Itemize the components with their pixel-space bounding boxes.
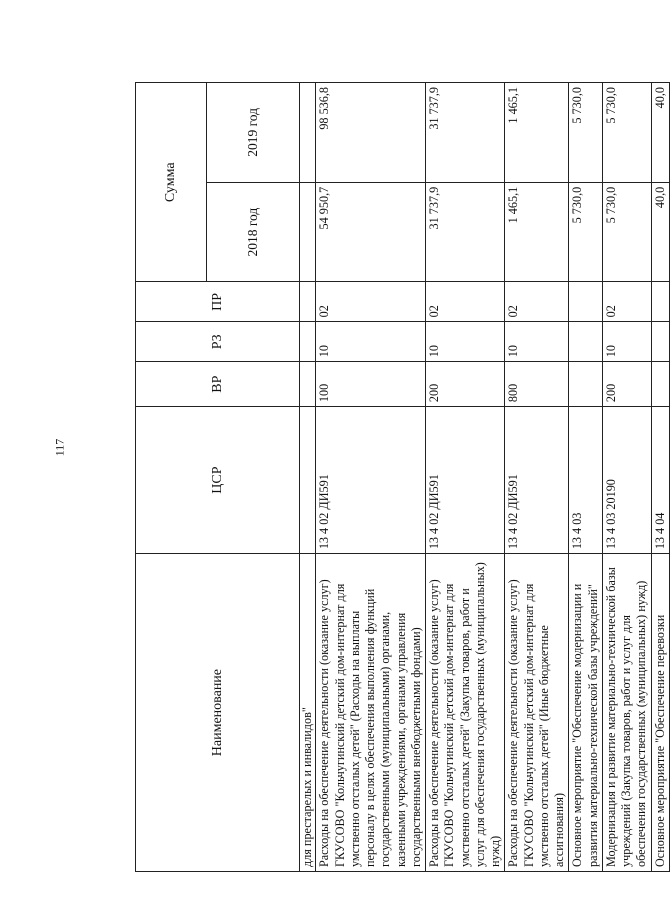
table-row (569, 83, 603, 872)
cell-2019: 5 730,0 (602, 83, 651, 183)
budget-table (135, 82, 670, 872)
cell-vr: 100 (316, 362, 426, 407)
cell-2018: 5 730,0 (602, 182, 651, 282)
cell-name: для престарелых и инвалидов" (300, 554, 316, 872)
cell-csr: 13 4 03 (569, 407, 603, 554)
header-sum: Сумма (136, 83, 207, 282)
cell-name: Расходы на обеспечение деятельности (оказание услуг) ГКУСОВО "Кольчугинский детский дом-интернат для умственно отсталых детей" (Закупка товаров, работ и услуг для обеспечения государственных (муниципальных) нужд) (426, 554, 505, 872)
cell-2018 (300, 182, 316, 282)
cell-csr: 13 4 03 20190 (602, 407, 651, 554)
header-vr: ВР (136, 362, 300, 407)
cell-name: Основное мероприятие "Обеспечение модернизации и развития материально-технической базы учреждений" (569, 554, 603, 872)
cell-rz (300, 322, 316, 362)
cell-rz: 10 (602, 322, 651, 362)
cell-2019: 31 737,9 (426, 83, 505, 183)
cell-vr: 200 (426, 362, 505, 407)
cell-csr: 13 4 02 ДИ591 (316, 407, 426, 554)
cell-csr: 13 4 02 ДИ591 (426, 407, 505, 554)
cell-vr (651, 362, 669, 407)
cell-pr (651, 282, 669, 322)
cell-2018: 5 730,0 (569, 182, 603, 282)
cell-2018: 31 737,9 (426, 182, 505, 282)
header-rz: РЗ (136, 322, 300, 362)
table-row (602, 83, 651, 872)
cell-2018: 40,0 (651, 182, 669, 282)
header-year-2018: 2018 год (207, 182, 300, 282)
cell-pr: 02 (505, 282, 569, 322)
cell-name: Основное мероприятие "Обеспечение перевозки (651, 554, 669, 872)
cell-csr: 13 4 02 ДИ591 (505, 407, 569, 554)
cell-rz: 10 (316, 322, 426, 362)
cell-csr (300, 407, 316, 554)
cell-2019: 98 536,8 (316, 83, 426, 183)
cell-2019: 1 465,1 (505, 83, 569, 183)
cell-2019 (300, 83, 316, 183)
cell-vr: 800 (505, 362, 569, 407)
table-row (300, 83, 316, 872)
cell-name: Расходы на обеспечение деятельности (оказание услуг) ГКУСОВО "Кольчугинский детский дом-интернат для умственно отсталых детей" (Расходы на выплаты персоналу в целях обеспечения выполнения функций государственными (муниципальными) органами, казенными учреждениями, органами управления государственными внебюджетными фондами) (316, 554, 426, 872)
cell-rz (651, 322, 669, 362)
cell-rz (569, 322, 603, 362)
table-header-row (136, 83, 207, 872)
cell-pr (300, 282, 316, 322)
cell-pr: 02 (602, 282, 651, 322)
cell-vr: 200 (602, 362, 651, 407)
cell-2019: 5 730,0 (569, 83, 603, 183)
rotated-page (135, 82, 667, 872)
header-csr: ЦСР (136, 407, 300, 554)
header-year-2019: 2019 год (207, 83, 300, 183)
header-name: Наименование (136, 554, 300, 872)
cell-csr: 13 4 04 (651, 407, 669, 554)
table-row (426, 83, 505, 872)
cell-pr: 02 (316, 282, 426, 322)
cell-rz: 10 (505, 322, 569, 362)
cell-rz: 10 (426, 322, 505, 362)
page-number: 117 (52, 438, 67, 457)
cell-vr (569, 362, 603, 407)
table-row (505, 83, 569, 872)
cell-name: Модернизация и развитие материально-технической базы учреждений (Закупка товаров, работ и услуг для обеспечения государственных (муниципальных) нужд) (602, 554, 651, 872)
cell-vr (300, 362, 316, 407)
cell-2018: 54 950,7 (316, 182, 426, 282)
header-pr: ПР (136, 282, 300, 322)
table-row (651, 83, 669, 872)
table-row (316, 83, 426, 872)
cell-2019: 40,0 (651, 83, 669, 183)
cell-pr (569, 282, 603, 322)
cell-name: Расходы на обеспечение деятельности (оказание услуг) ГКУСОВО "Кольчугинский детский дом-интернат для умственно отсталых детей" (Иные бюджетные ассигнования) (505, 554, 569, 872)
cell-2018: 1 465,1 (505, 182, 569, 282)
cell-pr: 02 (426, 282, 505, 322)
